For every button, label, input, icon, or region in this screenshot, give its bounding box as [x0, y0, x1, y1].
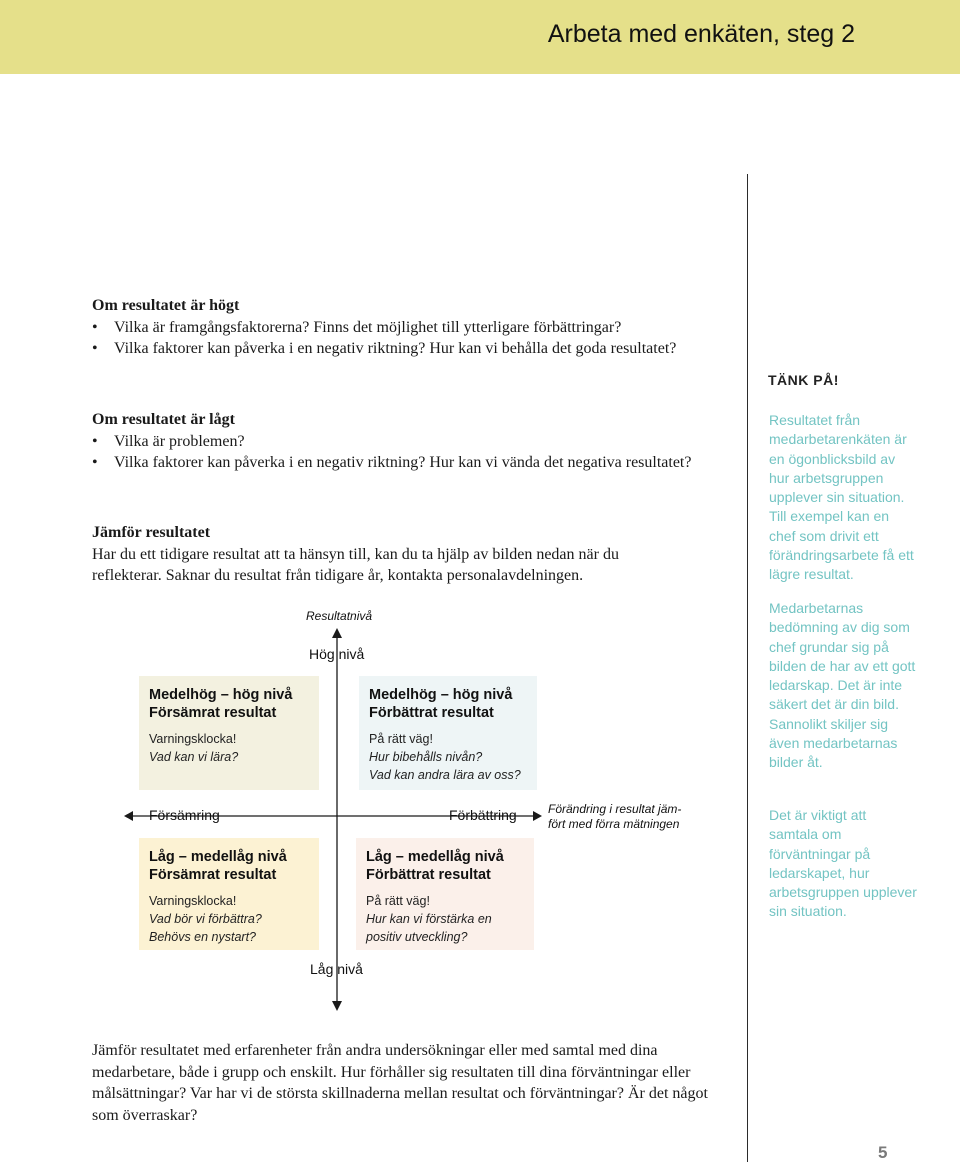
quadrant-line: Varningsklocka! — [149, 732, 237, 746]
quadrant-line: På rätt väg! — [369, 732, 433, 746]
quadrant-line: Varningsklocka! — [149, 894, 237, 908]
quadrant-line: Hur kan vi förstärka en — [366, 912, 492, 926]
high-level-label: Hög nivå — [309, 646, 365, 662]
change-note-line: Förändring i resultat jäm- — [548, 802, 682, 816]
axis-arrow-down — [332, 1001, 342, 1011]
quadrant-line: Behövs en nystart? — [149, 930, 257, 944]
change-note — [548, 802, 681, 832]
sidebar-paragraph-3: Det är viktigt att samtala om förväntningar på ledarskapet, hur arbetsgruppen upplever sin situation. — [769, 807, 917, 920]
quadrant-title: Medelhög – hög nivå — [149, 687, 293, 703]
sidebar-paragraph-2: Medarbetarnas bedömning av dig som chef grundar sig på bilden de har av ett gott ledarskap. Det är inte säkert det är din bild. Sannolikt skiljer sig även medarbetarnas bilder åt. — [769, 600, 916, 771]
quadrant-line: Vad kan vi lära? — [149, 750, 239, 764]
quadrant-line: På rätt väg! — [366, 894, 430, 908]
improvement-label: Förbättring — [449, 807, 517, 823]
change-note-line: fört med förra mätningen — [548, 817, 680, 831]
bottom-paragraph: Jämför resultatet med erfarenheter från andra undersökningar eller med samtal med dina medarbetare, både i grupp och enskilt. Hur förhåller sig resultaten till dina förväntningar eller målsättningar? Var har vi de största skillnaderna mellan resultat och förväntningar? Är det något som överraskar? — [92, 1042, 708, 1124]
bullet-item: • Vilka är problemen? — [92, 431, 692, 453]
quadrant-title: Låg – medellåg nivå — [149, 849, 287, 865]
bullet-item: • Vilka är framgångsfaktorerna? Finns det möjlighet till ytterligare förbättringar? — [92, 317, 692, 339]
bullet-item: • Vilka faktorer kan påverka i en negativ riktning? Hur kan vi vända det negativa resultatet? — [92, 452, 692, 474]
sidebar-title: TÄNK PÅ! — [768, 372, 839, 388]
quadrant-subtitle: Förbättrat resultat — [369, 705, 494, 721]
axis-arrow-right — [533, 811, 542, 821]
quadrant-line: positiv utveckling? — [366, 930, 468, 944]
quadrant-bottom-right — [356, 838, 534, 950]
page-number: 5 — [878, 1143, 888, 1162]
decline-label: Försämring — [149, 807, 220, 823]
page-title: Arbeta med enkäten, steg 2 — [547, 20, 855, 48]
section-heading-low: Om resultatet är lågt — [92, 411, 235, 428]
quadrant-title: Låg – medellåg nivå — [366, 849, 504, 865]
y-axis-title: Resultatnivå — [306, 609, 373, 623]
quadrant-line: Hur bibehålls nivån? — [369, 750, 483, 764]
axis-arrow-up — [332, 628, 342, 638]
axis-arrow-left — [124, 811, 133, 821]
sidebar-paragraph-1: Resultatet från medarbetarenkäten är en ögonblicksbild av hur arbetsgruppen upplever sin situation. Till exempel kan en chef som drivit ett förändringsarbete få ett lägre resultat. — [769, 412, 914, 583]
quadrant-line: Vad kan andra lära av oss? — [369, 768, 521, 782]
quadrant-subtitle: Försämrat resultat — [149, 705, 277, 721]
quadrant-title: Medelhög – hög nivå — [369, 687, 513, 703]
quadrant-bottom-left — [139, 838, 319, 950]
quadrant-subtitle: Förbättrat resultat — [366, 867, 491, 883]
bullet-item: • Vilka faktorer kan påverka i en negativ riktning? Hur kan vi behålla det goda resultatet? — [92, 338, 692, 360]
section-heading-high: Om resultatet är högt — [92, 297, 240, 314]
quadrant-line: Vad bör vi förbättra? — [149, 912, 262, 926]
quadrant-top-right — [359, 676, 537, 790]
low-level-label: Låg nivå — [310, 961, 363, 977]
quadrant-subtitle: Försämrat resultat — [149, 867, 277, 883]
section-heading-compare: Jämför resultatet — [92, 524, 211, 541]
quadrant-top-left — [139, 676, 319, 790]
compare-text: Har du ett tidigare resultat att ta hänsyn till, kan du ta hjälp av bilden nedan när du reflekterar. Saknar du resultat från tidigare år, kontakta personalavdelningen. — [92, 545, 619, 584]
